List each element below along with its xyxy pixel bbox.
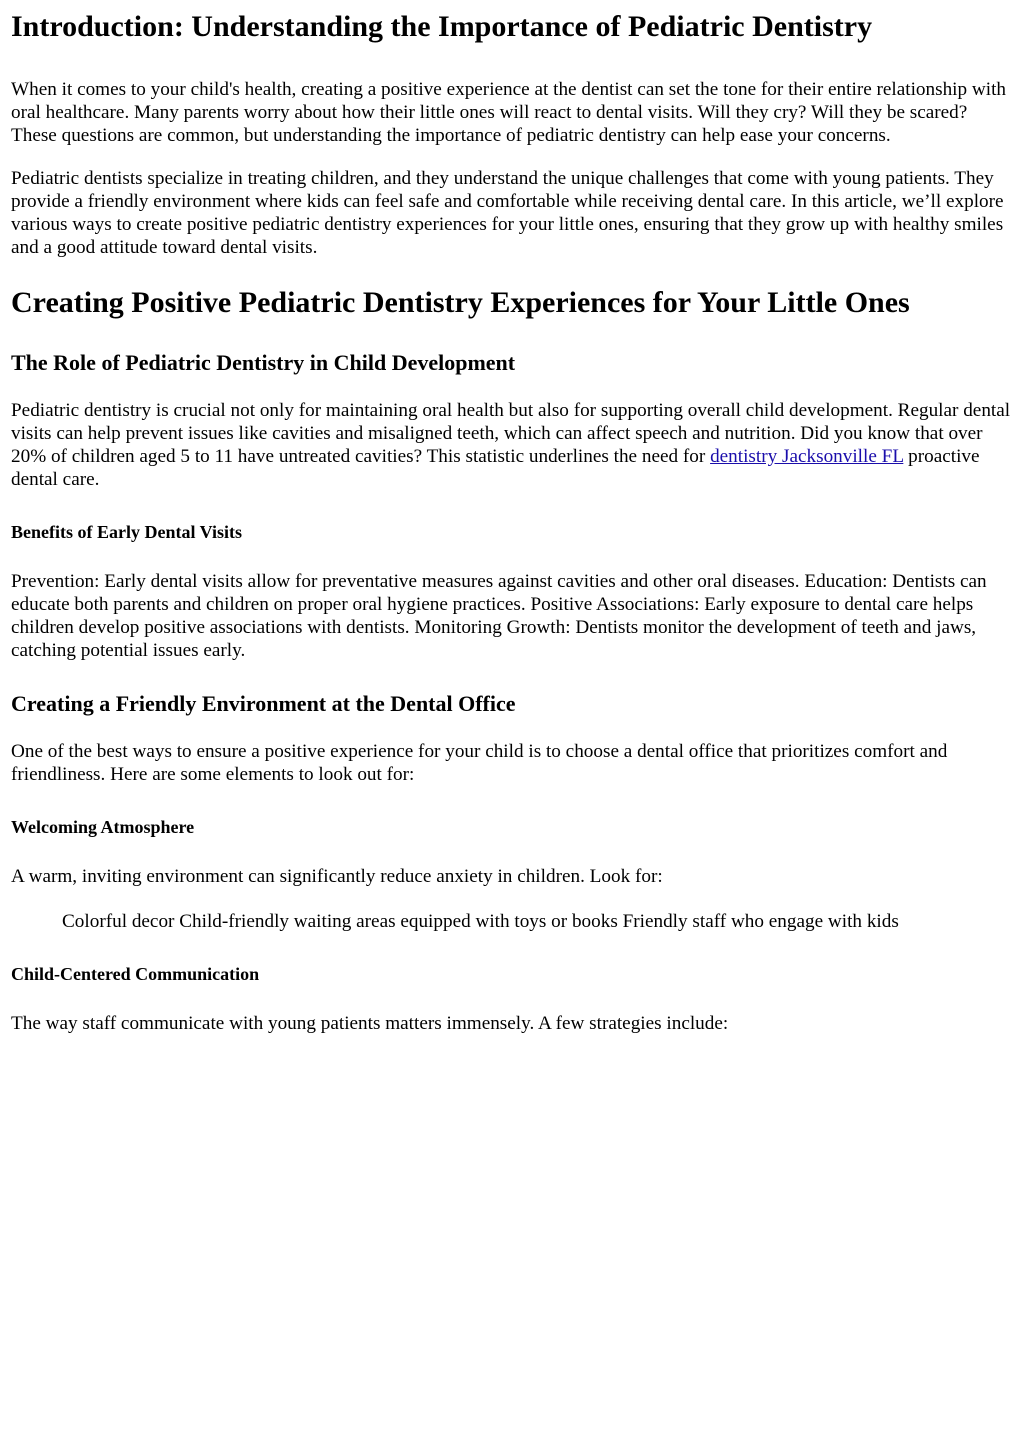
intro-heading: Introduction: Understanding the Importance of Pediatric Dentistry [11, 10, 873, 43]
communication-heading: Child-Centered Communication [11, 964, 260, 984]
welcoming-atmosphere-paragraph: A warm, inviting environment can significantly reduce anxiety in children. Look for: [11, 866, 663, 887]
benefits-heading: Benefits of Early Dental Visits [11, 522, 242, 542]
friendly-environment-paragraph: One of the best ways to ensure a positive experience for your child is to choose a dental office that prioritizes comfort and friendliness. Here are some elements to look out for: [11, 741, 948, 785]
main-heading: Creating Positive Pediatric Dentistry Experiences for Your Little Ones [11, 286, 910, 319]
dentistry-jacksonville-link[interactable]: dentistry Jacksonville FL [710, 446, 904, 467]
intro-paragraph-2: Pediatric dentists specialize in treating children, and they understand the unique challenges that come with young patients. They provide a friendly environment where kids can feel safe and comfortable while receiving dental care. In this article, we’ll explore various ways to create positive pediatric dentistry experiences for your little ones, ensuring that they grow up with healthy smiles and a good attitude toward dental visits. [11, 168, 1004, 258]
role-heading: The Role of Pediatric Dentistry in Child Development [11, 350, 516, 375]
welcoming-atmosphere-list: Colorful decor Child-friendly waiting areas equipped with toys or books Friendly staff who engage with kids [62, 911, 899, 932]
role-text-after-link: proactive dental care. [11, 446, 980, 490]
communication-paragraph: The way staff communicate with young patients matters immensely. A few strategies include: [11, 1013, 729, 1034]
article-page [0, 9, 1024, 1035]
role-paragraph [11, 399, 1013, 491]
intro-paragraph-1: When it comes to your child's health, creating a positive experience at the dentist can set the tone for their entire relationship with oral healthcare. Many parents worry about how their little ones will react to dental visits. Will they cry? Will they be scared? These questions are common, but understanding the importance of pediatric dentistry can help ease your concerns. [11, 79, 1007, 146]
role-text-before-link: Pediatric dentistry is crucial not only for maintaining oral health but also for supporting overall child development. Regular dental visits can help prevent issues like cavities and misaligned teeth, which can affect speech and nutrition. Did you know that over 20% of children aged 5 to 11 have untreated cavities? This statistic underlines the need for [11, 400, 1011, 467]
friendly-environment-heading: Creating a Friendly Environment at the Dental Office [11, 691, 516, 716]
welcoming-atmosphere-heading: Welcoming Atmosphere [11, 817, 195, 837]
benefits-paragraph: Prevention: Early dental visits allow for preventative measures against cavities and other oral diseases. Education: Dentists can educate both parents and children on proper oral hygiene practices. Positive Associations: Early exposure to dental care helps children develop positive associations with dentists. Monitoring Growth: Dentists monitor the development of teeth and jaws, catching potential issues early. [11, 571, 987, 661]
